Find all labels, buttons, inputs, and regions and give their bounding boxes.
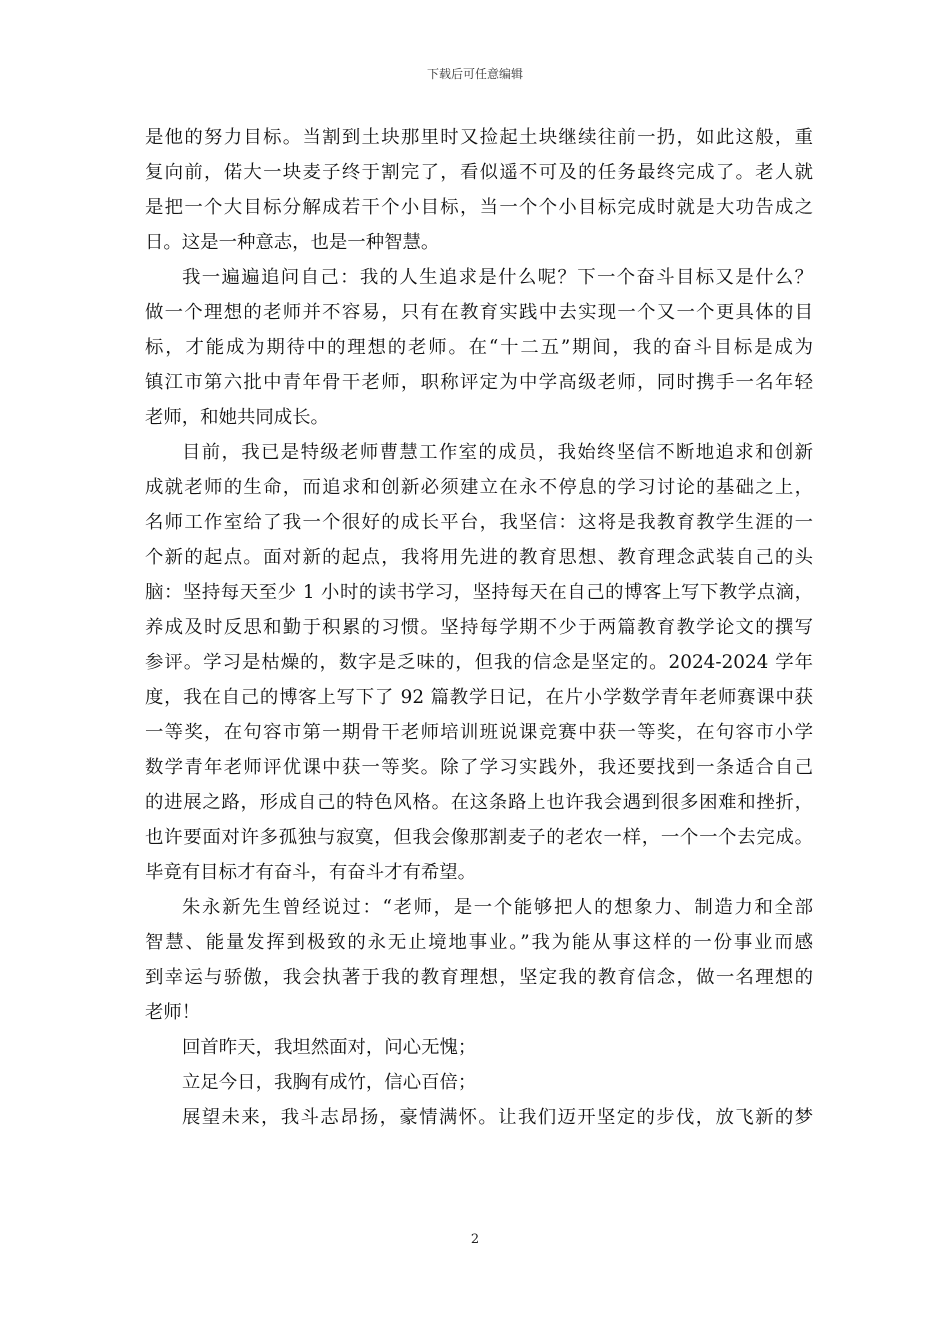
body-line: 毕竟有目标才有奋斗，有奋斗才有希望。 <box>145 862 477 883</box>
body-line: 个新的起点。面对新的起点，我将用先进的教育思想、教育理念武装自己的头 <box>145 547 813 568</box>
body-line: 一等奖，在句容市第一期骨干老师培训班说课竞赛中获一等奖，在句容市小学 <box>145 722 813 743</box>
body-line: 做一个理想的老师并不容易，只有在教育实践中去实现一个又一个更具体的目 <box>145 302 813 323</box>
page-header: 下载后可任意编辑 <box>426 67 523 81</box>
body-line: 数学青年老师评优课中获一等奖。除了学习实践外，我还要找到一条适合自己 <box>145 757 813 778</box>
body-line: 日。这是一种意志，也是一种智慧。 <box>145 232 440 253</box>
body-line: 朱永新先生曾经说过：“老师，是一个能够把人的想象力、制造力和全部 <box>182 897 813 918</box>
body-line: 的进展之路，形成自己的特色风格。在这条路上也许我会遇到很多困难和挫折， <box>145 792 813 813</box>
body-line: 到幸运与骄傲，我会执著于我的教育理想，坚定我的教育信念，做一名理想的 <box>145 967 813 988</box>
body-line: 参评。学习是枯燥的，数字是乏味的，但我的信念是坚定的。2024-2024 学年 <box>145 652 813 673</box>
body-line: 展望未来，我斗志昂扬，豪情满怀。让我们迈开坚定的步伐，放飞新的梦 <box>182 1107 813 1128</box>
body-line: 度，我在自己的博客上写下了 92 篇教学日记，在片小学数学青年老师赛课中获 <box>145 687 813 708</box>
body-line: 目前，我已是特级老师曹慧工作室的成员，我始终坚信不断地追求和创新 <box>182 442 813 463</box>
body-line: 我一遍遍追问自己：我的人生追求是什么呢？下一个奋斗目标又是什么？ <box>182 267 813 288</box>
body-line: 复向前，偌大一块麦子终于割完了，看似遥不可及的任务最终完成了。老人就 <box>145 162 813 183</box>
body-line: 脑：坚持每天至少 1 小时的读书学习，坚持每天在自己的博客上写下教学点滴， <box>145 582 813 603</box>
body-line: 立足今日，我胸有成竹，信心百倍； <box>182 1072 477 1093</box>
body-line: 是把一个大目标分解成若干个小目标，当一个个小目标完成时就是大功告成之 <box>145 197 813 218</box>
page-number: 2 <box>470 1232 480 1247</box>
body-line: 老师！ <box>145 1002 201 1023</box>
body-line: 镇江市第六批中青年骨干老师，职称评定为中学高级老师，同时携手一名年轻 <box>145 372 813 393</box>
document-body <box>145 120 813 1135</box>
body-line: 也许要面对许多孤独与寂寞，但我会像那割麦子的老农一样，一个一个去完成。 <box>145 827 813 848</box>
body-line: 老师，和她共同成长。 <box>145 407 329 428</box>
body-line: 标，才能成为期待中的理想的老师。在“十二五”期间，我的奋斗目标是成为 <box>145 337 813 358</box>
body-line: 回首昨天，我坦然面对，问心无愧； <box>182 1037 477 1058</box>
body-line: 是他的努力目标。当割到土块那里时又捡起土块继续往前一扔，如此这般，重 <box>145 127 813 148</box>
body-line: 智慧、能量发挥到极致的永无止境地事业。”我为能从事这样的一份事业而感 <box>145 932 813 953</box>
body-line: 成就老师的生命，而追求和创新必须建立在永不停息的学习讨论的基础之上， <box>145 477 813 498</box>
body-line: 养成及时反思和勤于积累的习惯。坚持每学期不少于两篇教育教学论文的撰写 <box>145 617 813 638</box>
body-line: 名师工作室给了我一个很好的成长平台，我坚信：这将是我教育教学生涯的一 <box>145 512 813 533</box>
